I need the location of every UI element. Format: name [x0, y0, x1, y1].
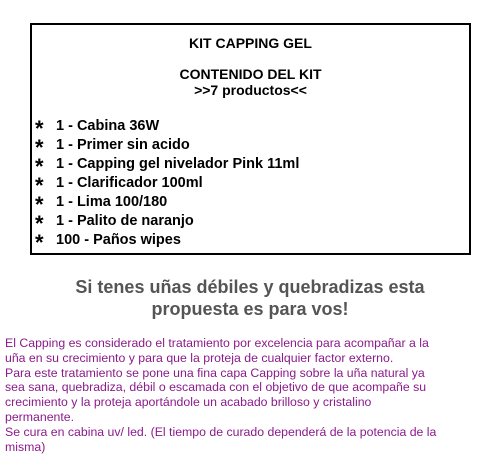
item-label: 1 - Capping gel nivelador Pink 11ml — [56, 155, 300, 172]
asterisk-icon: * — [35, 192, 44, 217]
list-item — [35, 211, 299, 236]
item-label: 1 - Lima 100/180 — [56, 193, 168, 210]
item-label: 100 - Paños wipes — [56, 231, 181, 248]
asterisk-icon: * — [35, 116, 44, 141]
list-item — [35, 154, 300, 179]
asterisk-icon: * — [35, 154, 44, 179]
item-label: 1 - Primer sin acido — [56, 136, 190, 153]
description-line: El Capping es considerado el tratamiento por excelencia para acompañar a la — [5, 336, 429, 350]
headline-line-2: propuesta es para vos! — [151, 299, 349, 319]
headline-line-1: Si tenes uñas débiles y quebradizas esta — [75, 277, 425, 297]
description-line: misma) — [5, 439, 46, 454]
kit-title: KIT CAPPING GEL — [189, 35, 312, 51]
description-line: permanente. — [5, 409, 75, 424]
description-line: crecimiento y la proteja aportándole un acabado brilloso y cristalino — [5, 395, 372, 410]
kit-subtitle: CONTENIDO DEL KIT — [179, 66, 322, 82]
asterisk-icon: * — [35, 173, 44, 198]
item-label: 1 - Clarificador 100ml — [56, 174, 203, 191]
list-item — [35, 116, 299, 141]
product-description — [5, 336, 497, 454]
list-item — [35, 173, 299, 198]
list-item — [35, 230, 299, 255]
item-label: 1 - Cabina 36W — [56, 117, 160, 134]
description-line: sea sana, quebradiza, débil o escamada con el objetivo de que acompañe su — [5, 380, 427, 395]
kit-item-list — [35, 116, 300, 255]
asterisk-icon: * — [35, 135, 44, 160]
description-line: uña en su crecimiento y para que la proteja de cualquier factor externo. — [5, 350, 394, 365]
asterisk-icon: * — [35, 211, 44, 236]
item-label: 1 - Palito de naranjo — [56, 212, 194, 229]
list-item — [35, 192, 299, 217]
asterisk-icon: * — [35, 230, 44, 255]
kit-product-count: >>7 productos<< — [194, 82, 307, 98]
promo-headline — [0, 276, 500, 320]
kit-contents-box — [30, 23, 471, 255]
list-item — [35, 135, 299, 160]
description-line: Para este tratamiento se pone una fina capa Capping sobre la uña natural ya — [5, 365, 425, 380]
description-line: Se cura en cabina uv/ led. (El tiempo de curado dependerá de la potencia de la — [5, 424, 437, 439]
